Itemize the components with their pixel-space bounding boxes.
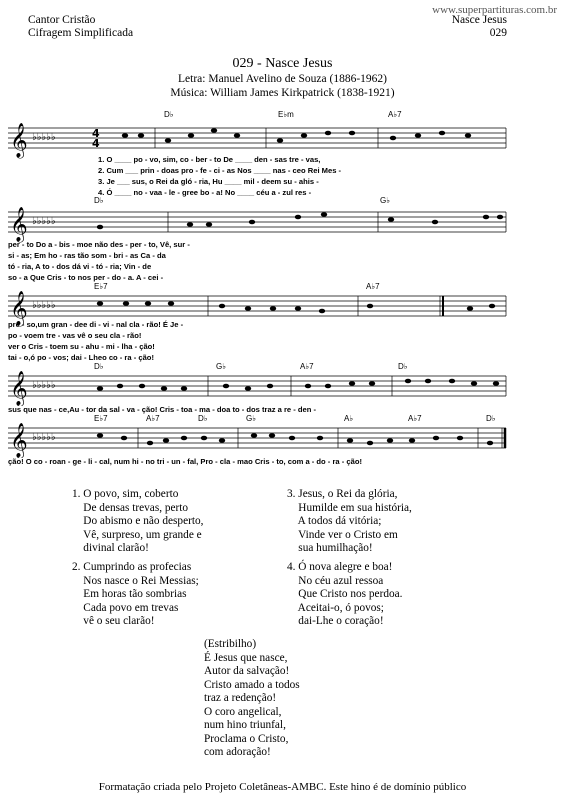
svg-text:𝄞: 𝄞	[10, 423, 28, 458]
chord: A♭7	[146, 414, 160, 423]
music-system-4	[8, 362, 508, 422]
chord: D♭	[486, 414, 496, 423]
chorus: (Estribilho) É Jesus que nasce, Autor da salvação! Cristo amado a todos traz a redenção! O coro angelical, num hino triunfal, Proclama o Cristo, com adoração!	[204, 638, 300, 758]
verse-3: 3. Jesus, o Rei da glória, Humilde em sua história, A todos dá vitória; Vinde ver o Cristo em sua humilhação!	[287, 488, 412, 554]
hymn-number: 029	[489, 27, 507, 39]
lyric-line: sus que nas - ce,Au - tor da sal - va - ção! Cris - toa - ma - doa to - dos traz a re - den -	[8, 405, 317, 414]
lyricist: Letra: Manuel Avelino de Souza (1886-1962)	[178, 73, 387, 85]
chord: A♭7	[300, 362, 314, 371]
svg-text:4: 4	[92, 127, 100, 140]
cipher-type: Cifragem Simplificada	[28, 27, 134, 39]
chord: D♭	[398, 362, 408, 371]
svg-text:𝄞: 𝄞	[10, 371, 28, 406]
svg-text:♭♭♭♭♭: ♭♭♭♭♭	[32, 216, 56, 227]
chord: G♭	[246, 414, 256, 423]
chord: D♭	[198, 414, 208, 423]
chord: A♭7	[388, 110, 402, 119]
lyric-line: so - a Que Cris - to nos per - do - a. A - cei -	[8, 273, 164, 282]
chord: G♭	[216, 362, 226, 371]
chord: E♭7	[94, 282, 108, 291]
svg-text:𝄞: 𝄞	[10, 207, 28, 242]
lyric-line: 3. Je ___ sus, o Rei da gló - ria, Hu ____ mil - deem su - ahis -	[98, 177, 319, 186]
chord: A♭7	[366, 282, 380, 291]
composer: Música: William James Kirkpatrick (1838-1921)	[170, 87, 395, 99]
lyric-line: 4. Ó ____ no - vaa - le - gree bo - a! No ____ céu a - zul res -	[98, 188, 312, 197]
lyric-line: per - to Do a - bis - moe não des - per - to, Vê, sur -	[8, 240, 190, 249]
chord: D♭	[94, 362, 104, 371]
lyric-line: 1. O ____ po - vo, sim, co - ber - to De ____ den - sas tre - vas,	[98, 155, 321, 164]
staff-5	[8, 414, 508, 458]
svg-text:4: 4	[92, 137, 100, 150]
footer-note: Formatação criada pelo Projeto Coletâneas-AMBC. Este hino é de domínio público	[98, 781, 467, 793]
music-system-3	[8, 284, 508, 374]
svg-text:♭♭♭♭♭: ♭♭♭♭♭	[32, 300, 56, 311]
chord: D♭	[164, 110, 174, 119]
svg-text:♭♭♭♭♭: ♭♭♭♭♭	[32, 132, 56, 143]
svg-text:𝄞: 𝄞	[10, 291, 28, 326]
chord: A♭	[344, 414, 354, 423]
hymn-name: Nasce Jesus	[451, 14, 507, 26]
verse-2: 2. Cumprindo as profecias Nos nasce o Rei Messias; Em horas tão sombrias Cada povo em trevas vê o seu clarão!	[72, 561, 199, 627]
page-title: 029 - Nasce Jesus	[232, 56, 333, 71]
lyric-line: ção! O co - roan - ge - li - cal, num hi - no tri - un - fal, Pro - cla - mao Cris - to, com a - do - ra - ção!	[8, 457, 362, 466]
staff-2	[8, 196, 508, 246]
chord: D♭	[94, 196, 104, 205]
lyric-line: pre - so,um gran - dee di - vi - nal cla - rão! É Je -	[8, 320, 184, 329]
lyric-line: tó - ria, A to - dos dá vi - tó - ria; Vin - de	[8, 262, 152, 271]
svg-text:♭♭♭♭♭: ♭♭♭♭♭	[32, 380, 56, 391]
music-system-2	[8, 196, 508, 286]
chord: G♭	[380, 196, 390, 205]
header-left	[28, 14, 133, 40]
chord: A♭7	[408, 414, 422, 423]
chord: E♭7	[94, 414, 108, 423]
music-system-5	[8, 414, 508, 474]
verse-4: 4. Ó nova alegre e boa! No céu azul ressoa Que Cristo nos perdoa. Aceitai-o, ó povos; dai-Lhe o coração!	[287, 561, 403, 627]
site-url[interactable]: www.superpartituras.com.br	[432, 4, 557, 16]
lyric-line: tai - o,ó po - vos; dai - Lheo co - ra - ção!	[8, 353, 154, 362]
lyric-line: ver o Cris - toem su - ahu - mi - lha - ção!	[8, 342, 155, 351]
header-right	[452, 14, 507, 40]
lyric-line: 2. Cum ___ prin - doas pro - fe - ci - as Nos ____ nas - ceo Rei Mes -	[98, 166, 342, 175]
verse-1: 1. O povo, sim, coberto De densas trevas, perto Do abismo e não desperto, Vê, surpreso, um grande e divinal clarão!	[72, 488, 204, 554]
chord: E♭m	[278, 110, 294, 119]
svg-text:♭♭♭♭♭: ♭♭♭♭♭	[32, 432, 56, 443]
staff-4	[8, 362, 508, 406]
lyric-line: si - as; Em ho - ras tão som - bri - as Ca - da	[8, 251, 166, 260]
lyric-line: po - voem tre - vas vê o seu cla - rão!	[8, 331, 142, 340]
music-system-1	[8, 104, 508, 204]
svg-text:𝄞: 𝄞	[10, 123, 28, 158]
book-name: Cantor Cristão	[28, 14, 96, 26]
